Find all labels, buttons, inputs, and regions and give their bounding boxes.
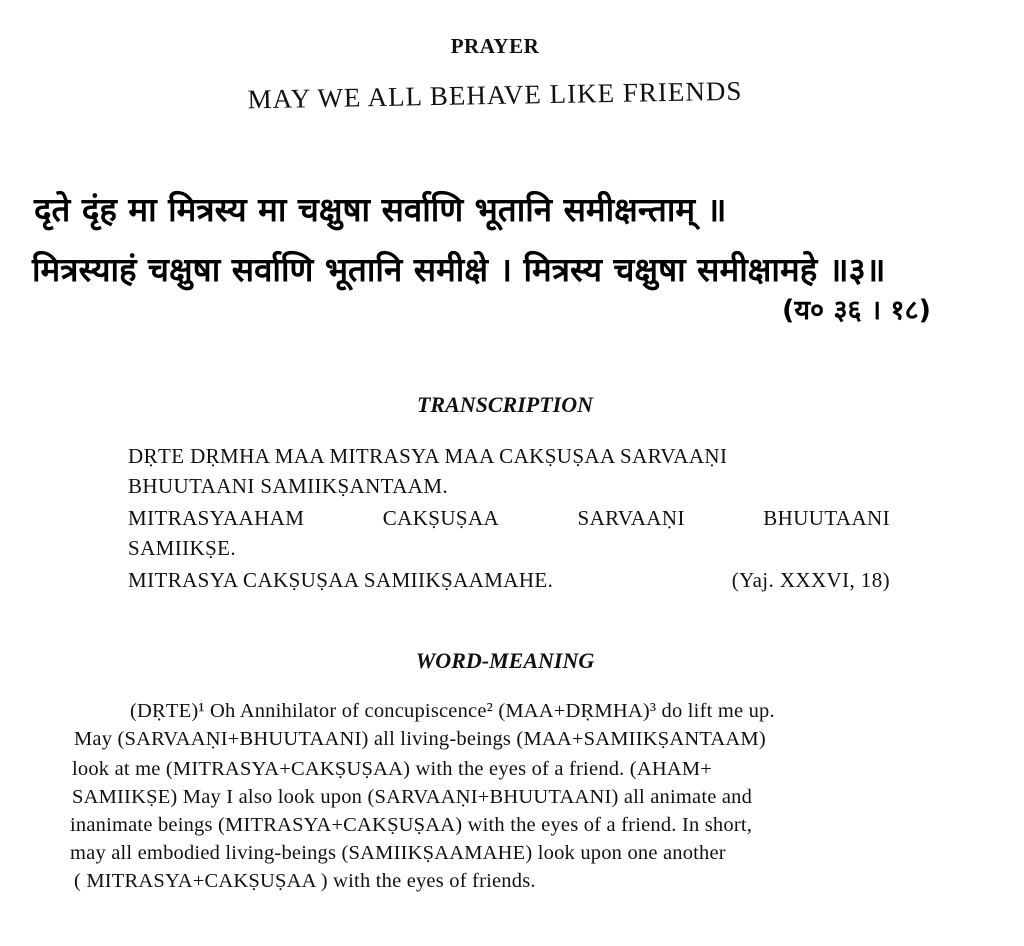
word-meaning-line: (DṚTE)¹ Oh Annihilator of concupiscence² (MAA+DṚMHA)³ do lift me up. (130, 700, 775, 722)
transcription-word: MITRASYAAHAM (128, 506, 305, 530)
word-meaning-heading: WORD-MEANING (415, 648, 595, 673)
transcription-line-5 (128, 568, 890, 593)
word-meaning-line: SAMIIKṢE) May I also look upon (SARVAAṆI+BHUUTAANI) all animate and (72, 786, 753, 808)
word-meaning-line: May (SARVAAṆI+BHUUTAANI) all living-beings (MAA+SAMIIKṢANTAAM) (74, 728, 766, 750)
word-meaning-line: inanimate beings (MITRASYA+CAKṢUṢAA) with the eyes of a friend. In short, (70, 814, 753, 836)
transcription-line-3 (128, 506, 890, 531)
transcription-line-2: BHUUTAANI SAMIIKṢANTAAM. (128, 474, 449, 498)
sanskrit-verse-line-2: मित्रस्याहं चक्षुषा सर्वाणि भूतानि समीक्षे । मित्रस्य चक्षुषा समीक्षामहे ॥३॥ (32, 250, 886, 289)
transcription-word: SARVAAṆI (577, 506, 685, 530)
sanskrit-reference: (य० ३६ । १८) (782, 295, 931, 326)
transcription-line-1: DṚTE DṚMHA MAA MITRASYA MAA CAKṢUṢAA SARVAAṆI (128, 444, 728, 468)
transcription-line-4: SAMIIKṢE. (128, 536, 237, 560)
word-meaning-line: ( MITRASYA+CAKṢUṢAA ) with the eyes of friends. (74, 870, 536, 892)
word-meaning-line: may all embodied living-beings (SAMIIKṢAAMAHE) look upon one another (70, 842, 726, 864)
word-meaning-line: look at me (MITRASYA+CAKṢUṢAA) with the eyes of a friend. (AHAM+ (72, 758, 713, 780)
section-label: PRAYER (450, 34, 540, 58)
transcription-reference: (Yaj. XXXVI, 18) (731, 568, 890, 592)
transcription-text: MITRASYA CAKṢUṢAA SAMIIKṢAAMAHE. (128, 568, 554, 592)
page-title: MAY WE ALL BEHAVE LIKE FRIENDS (247, 75, 743, 115)
sanskrit-verse-line-1: दृते दृंह मा मित्रस्य मा चक्षुषा सर्वाणि भूतानि समीक्षन्ताम् ॥ (34, 190, 727, 229)
transcription-word: CAKṢUṢAA (382, 506, 500, 530)
transcription-heading: TRANSCRIPTION (416, 392, 594, 417)
transcription-word: BHUUTAANI (763, 506, 890, 530)
